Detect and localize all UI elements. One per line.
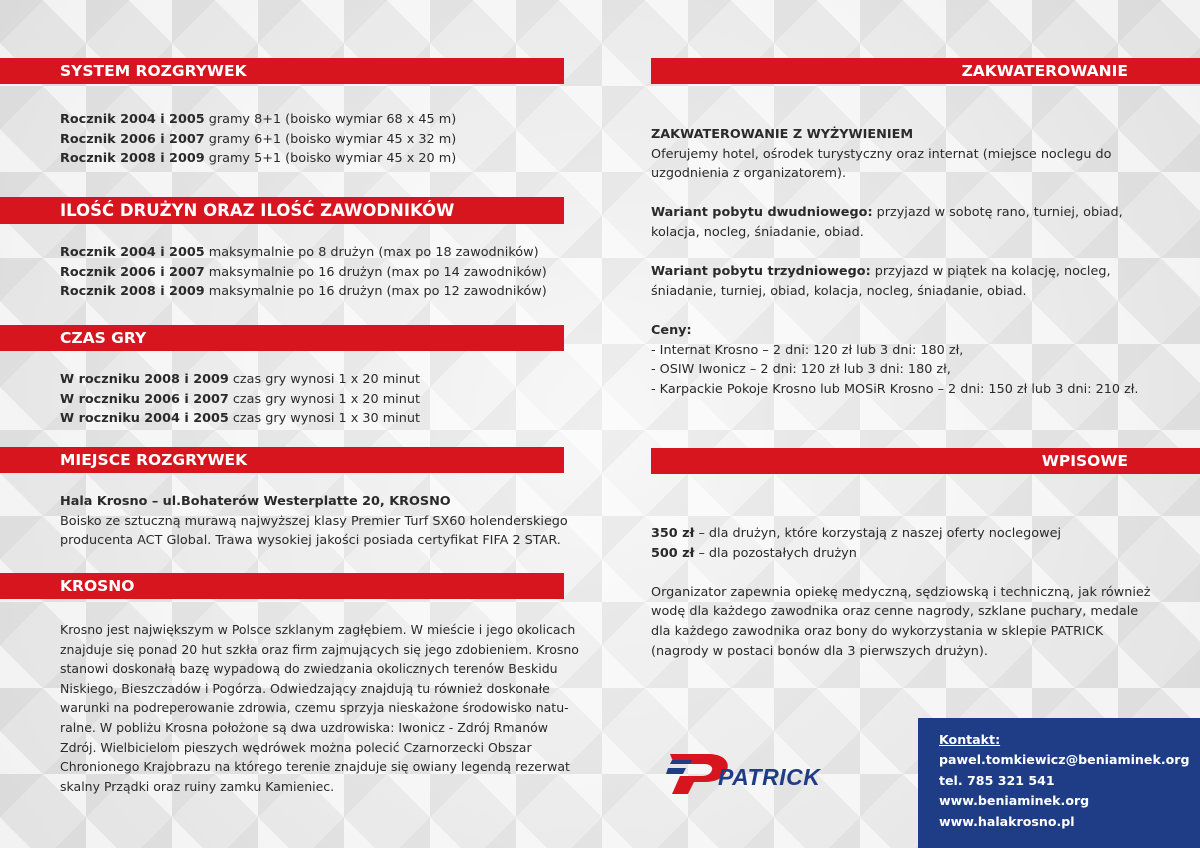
row-label: Rocznik 2006 i 2007	[60, 264, 205, 280]
venue-address: Hala Krosno – ul.Bohaterów Westerplatte 20, KROSNO	[60, 494, 451, 509]
accommodation-text	[651, 125, 1139, 399]
contact-title: Kontakt:	[939, 732, 1001, 747]
row-text: czas gry wynosi 1 x 30 minut	[228, 411, 420, 427]
prices-label: Ceny:	[651, 322, 692, 338]
price-item: - OSIW Iwonicz – 2 dni: 120 zł lub 3 dni: 180 zł,	[651, 362, 951, 378]
venue-line: producenta ACT Global. Trawa wysokiej jakości posiada certyfikat FIFA 2 STAR.	[60, 533, 561, 549]
row-label: W roczniku 2008 i 2009	[60, 372, 229, 387]
teams-row	[60, 243, 547, 263]
venue-line: Boisko ze sztuczną murawą najwyższej klasy Premier Turf SX60 holenderskiego	[60, 513, 568, 529]
row-text: czas gry wynosi 1 x 20 minut	[228, 372, 420, 387]
krosno-line: ralne. W pobliżu Krosna położone są dwa uzdrowiska: Iwonicz - Zdrój Rmanów	[60, 719, 548, 735]
row-text: maksymalnie po 8 drużyn (max po 18 zawodników)	[204, 245, 539, 260]
krosno-line: Krosno jest największym w Polsce szklanym zagłębiem. W mieście i jego okolicach	[60, 622, 576, 637]
section-header-krosno: KROSNO	[0, 573, 564, 599]
contact-website-link[interactable]: www.beniaminek.org	[939, 793, 1090, 809]
time-row	[60, 390, 420, 410]
time-row	[60, 409, 420, 429]
price-item: - Karpackie Pokoje Krosno lub MOSiR Krosno – 2 dni: 150 zł lub 3 dni: 210 zł.	[651, 381, 1139, 397]
fees-line: dla każdego zawodnika oraz bony do wykorzystania w sklepie PATRICK	[651, 623, 1104, 639]
price-item: - Internat Krosno – 2 dni: 120 zł lub 3 dni: 180 zł,	[651, 342, 964, 358]
teams-row	[60, 282, 547, 302]
krosno-line: skalny Prządki oraz ruiny zamku Kamieniec.	[60, 778, 335, 794]
fee-desc: – dla drużyn, które korzystają z naszej oferty noclegowej	[694, 526, 1062, 541]
two-day-line2: kolacja, nocleg, śniadanie, obiad.	[651, 224, 864, 240]
section-header-system: SYSTEM ROZGRYWEK	[0, 58, 564, 84]
row-text: gramy 5+1 (boisko wymiar 45 x 20 m)	[204, 151, 457, 167]
system-row	[60, 149, 456, 169]
row-label: Rocznik 2008 i 2009	[60, 151, 205, 167]
three-day-label: Wariant pobytu trzydniowego:	[651, 264, 871, 280]
accommodation-intro: Oferujemy hotel, ośrodek turystyczny oraz internat (miejsce noclegu do	[651, 146, 1112, 162]
krosno-line: Zdrój. Wielbicielom pieszych wędrówek można polecić Czarnorzecki Obszar	[60, 739, 532, 755]
logo-text: PATRICK	[718, 764, 821, 790]
section-header-teams: ILOŚĆ DRUŻYN ORAZ ILOŚĆ ZAWODNIKÓW	[0, 197, 564, 224]
section-header-time: CZAS GRY	[0, 325, 564, 351]
two-day-text: przyjazd w sobotę rano, turniej, obiad,	[872, 205, 1123, 221]
row-text: maksymalnie po 16 drużyn (max po 14 zawodników)	[204, 264, 547, 280]
two-day-label: Wariant pobytu dwudniowego:	[651, 205, 873, 221]
three-day-text: przyjazd w piątek na kolację, nocleg,	[870, 264, 1111, 280]
section-header-fees: WPISOWE	[651, 448, 1200, 474]
row-label: Rocznik 2004 i 2005	[60, 245, 205, 260]
row-label: W roczniku 2006 i 2007	[60, 391, 229, 407]
krosno-line: stanowi doskonałą bazę wypadową do zwiedzania okolicznych terenów Beskidu	[60, 661, 558, 677]
teams-rows	[60, 243, 547, 302]
contact-phone: tel. 785 321 541	[939, 772, 1055, 788]
krosno-line: warunki na podreperowanie zdrowia, czemu sprzyja nieskażone środowisko natu-	[60, 700, 569, 716]
fees-text	[651, 524, 1150, 661]
time-rows	[60, 370, 420, 429]
section-header-accommodation: ZAKWATEROWANIE	[651, 58, 1200, 84]
row-label: Rocznik 2008 i 2009	[60, 284, 205, 300]
fee-amount: 500 zł	[651, 545, 695, 561]
row-text: maksymalnie po 16 drużyn (max po 12 zawodników)	[204, 284, 547, 300]
krosno-line: Niskiego, Bieszczadów i Pogórza. Odwiedzający znajdują tu również doskonałe	[60, 680, 550, 696]
contact-box	[918, 718, 1200, 848]
krosno-line: Chronionego Krajobrazu na którego terenie znajduje się owiany legendą rezerwat	[60, 759, 570, 775]
accommodation-intro: uzgodnienia z organizatorem).	[651, 166, 847, 182]
krosno-text	[60, 620, 579, 796]
fees-line: wodę dla każdego zawodnika oraz cenne nagrody, szklane puchary, medale	[651, 604, 1139, 620]
row-text: gramy 6+1 (boisko wymiar 45 x 32 m)	[204, 131, 457, 147]
three-day-line2: śniadanie, turniej, obiad, kolacja, nocleg, śniadanie, obiad.	[651, 283, 1027, 299]
row-label: W roczniku 2004 i 2005	[60, 411, 229, 427]
row-text: gramy 8+1 (boisko wymiar 68 x 45 m)	[204, 112, 457, 127]
fees-line: (nagrody w postaci bonów dla 3 pierwszych drużyn).	[651, 643, 988, 659]
section-header-venue: MIEJSCE ROZGRYWEK	[0, 447, 564, 473]
fees-line: Organizator zapewnia opiekę medyczną, sędziowską i techniczną, jak również	[651, 584, 1151, 600]
row-text: czas gry wynosi 1 x 20 minut	[228, 391, 420, 407]
row-label: Rocznik 2006 i 2007	[60, 131, 205, 147]
contact-website-link[interactable]: www.halakrosno.pl	[939, 813, 1075, 829]
system-row	[60, 110, 456, 130]
teams-row	[60, 263, 547, 283]
system-rows	[60, 110, 456, 169]
krosno-line: znajduje się ponad 20 hut szkła oraz firm zajmujących się jego zdobieniem. Krosno	[60, 641, 579, 657]
fee-amount: 350 zł	[651, 526, 695, 541]
contact-email[interactable]: pawel.tomkiewicz@beniaminek.org	[939, 752, 1190, 768]
row-label: Rocznik 2004 i 2005	[60, 112, 205, 127]
fee-desc: – dla pozostałych drużyn	[694, 545, 857, 561]
system-row	[60, 130, 456, 150]
accommodation-subtitle: ZAKWATEROWANIE Z WYŻYWIENIEM	[651, 127, 914, 142]
venue-text	[60, 492, 568, 551]
time-row	[60, 370, 420, 390]
